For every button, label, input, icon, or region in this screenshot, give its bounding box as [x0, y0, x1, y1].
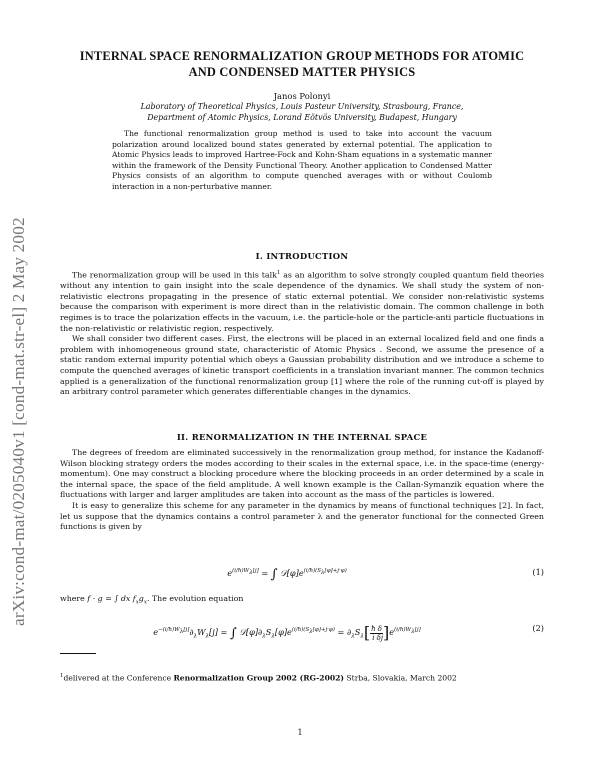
arxiv-stamp-text: arXiv:cond-mat/0205040v1 [cond-mat.str-el] 2 May 2002 [9, 217, 28, 626]
equation-2 [60, 618, 544, 642]
abstract [112, 129, 492, 192]
section2-continuation: where f · g = ∫ dx $f_xg_x$. The evolution equation [60, 594, 244, 606]
arxiv-identifier-stamp [4, 108, 32, 628]
footnote-mark: 1 [60, 673, 64, 679]
continuation-text-b: . The evolution equation [146, 594, 244, 603]
title-line-1: INTERNAL SPACE RENORMALIZATION GROUP METHODS FOR ATOMIC [79, 49, 525, 63]
paper-title [60, 48, 544, 80]
footnote-text-b: Strba, Slovakia, March 2002 [344, 673, 457, 683]
title-line-2: AND CONDENSED MATTER PHYSICS [188, 65, 416, 79]
footnote-divider [60, 653, 96, 654]
equation-2-formula: $e^{-(i/ħ)W_\lambda[j]}\partial_\lambda W_\lambda[j]$ = ∫ $𝒟[\varphi]\partial_\lambda S_\lambda[\varphi]e^{(i/ħ)(S_\lambda[\varphi]+j\cdot\varphi)} = \partial_\lambda S_\lambda$[ $\frac{ħ}{i}$ $\frac{\delta}{\delta j}$ ]$e^{(i/ħ)W_\lambda[j]}$ [153, 623, 421, 642]
intro-p1-text-b: as an algorithm to solve strongly coupled quantum field theories without any intention to gain insight into the scale dependence of the dynamics. We shall study the system of non-relativistic electrons propagating in the presence of static external potential. We consider non-relativistic systems because the comparison with experiment is more direct than in the relativistic domain. The common challenge in both regimes is to trace the polarization effects in the vacuum, i.e. the particle-hole or the particle-anti particle fluctuations in the non-relativistic or relativistic region, respectively. [60, 270, 544, 333]
abstract-text: The functional renormalization group method is used to take into account the vacuum polarization around localized bound states generated by external potential. The application to Atomic Physics leads to improved Hartree-Fock and Kohn-Sham equations in a systematic manner within the framework of the Density Functional Theory. Another application to Condensed Matter Physics consists of an algorithm to compute quenched averages with or without Coulomb interaction in a non-perturbative manner. [112, 129, 492, 191]
footnote-text-a: delivered at the Conference [63, 673, 174, 683]
section2-paragraph-1: The degrees of freedom are eliminated successively in the renormalization group method, for instance the Kadanoff-Wilson blocking strategy orders the modes according to their scales in the external space, i.e. in the space-time (energy-momentum). One may construct a blocking procedure where the blocking proceeds in an order determined by a scale in the internal space, the space of the field amplitude. A well known example is the Callan-Symanzik equation where the fluctuations with larger and larger amplitudes are taken into account as the mass of the particles is lowered. [60, 448, 544, 500]
intro-p1-text-a: The renormalization group will be used in this talk [72, 270, 277, 280]
footnote-conference-name: Renormalization Group 2002 (RG-2002) [173, 673, 345, 683]
affiliation-2: Department of Atomic Physics, Lorand Eötvös University, Budapest, Hungary [147, 113, 457, 122]
section-heading-renormalization: II. RENORMALIZATION IN THE INTERNAL SPACE [176, 432, 428, 442]
equation-1 [60, 562, 544, 586]
footnote-1 [60, 673, 544, 683]
affiliation-1: Laboratory of Theoretical Physics, Louis Pasteur University, Strasbourg, France, [140, 102, 464, 111]
introduction-paragraph-1 [60, 268, 544, 334]
equation-2-number: (2) [532, 623, 544, 633]
section2-body [60, 448, 544, 533]
section2-paragraph-2: It is easy to generalize this scheme for any parameter in the dynamics by means of functional techniques [2]. In fact, let us suppose that the dynamics contains a control parameter λ and the generator functional for the connected Green functions is given by [60, 500, 544, 532]
footnote-ref-1: 1 [276, 270, 281, 276]
continuation-text-a: where [60, 594, 88, 603]
introduction-paragraph-2: We shall consider two different cases. First, the electrons will be placed in an external localized field and one finds a problem with inhomogeneous ground state, characteristic of Atomic Physics . Second, we assume the presence of a static random external impurity potential which obeys a Gaussian probability distribution and we introduce a scheme to compute the quenched averages of kinetic transport coefficients in a translation invariant manner. The common technics applied is a generalization of the functional renormalization group [1] where the role of the running cut-off is played by an arbitrary control parameter which generates differentiable changes in the dynamics. [60, 334, 544, 397]
page-number: 1 [297, 728, 303, 737]
equation-1-number: (1) [532, 567, 544, 577]
introduction-body [60, 268, 544, 398]
continuation-math: f · g = ∫ dx f [87, 594, 136, 603]
author-name: Janos Polonyi [273, 91, 331, 101]
section-heading-introduction: I. INTRODUCTION [255, 251, 349, 261]
equation-1-formula: $e^{(i/ħ)W_\lambda[j]}$ = ∫ $𝒟[\varphi]e^{(i/ħ)(S_\lambda[\varphi]+j\cdot\varphi)}$ [227, 567, 347, 582]
